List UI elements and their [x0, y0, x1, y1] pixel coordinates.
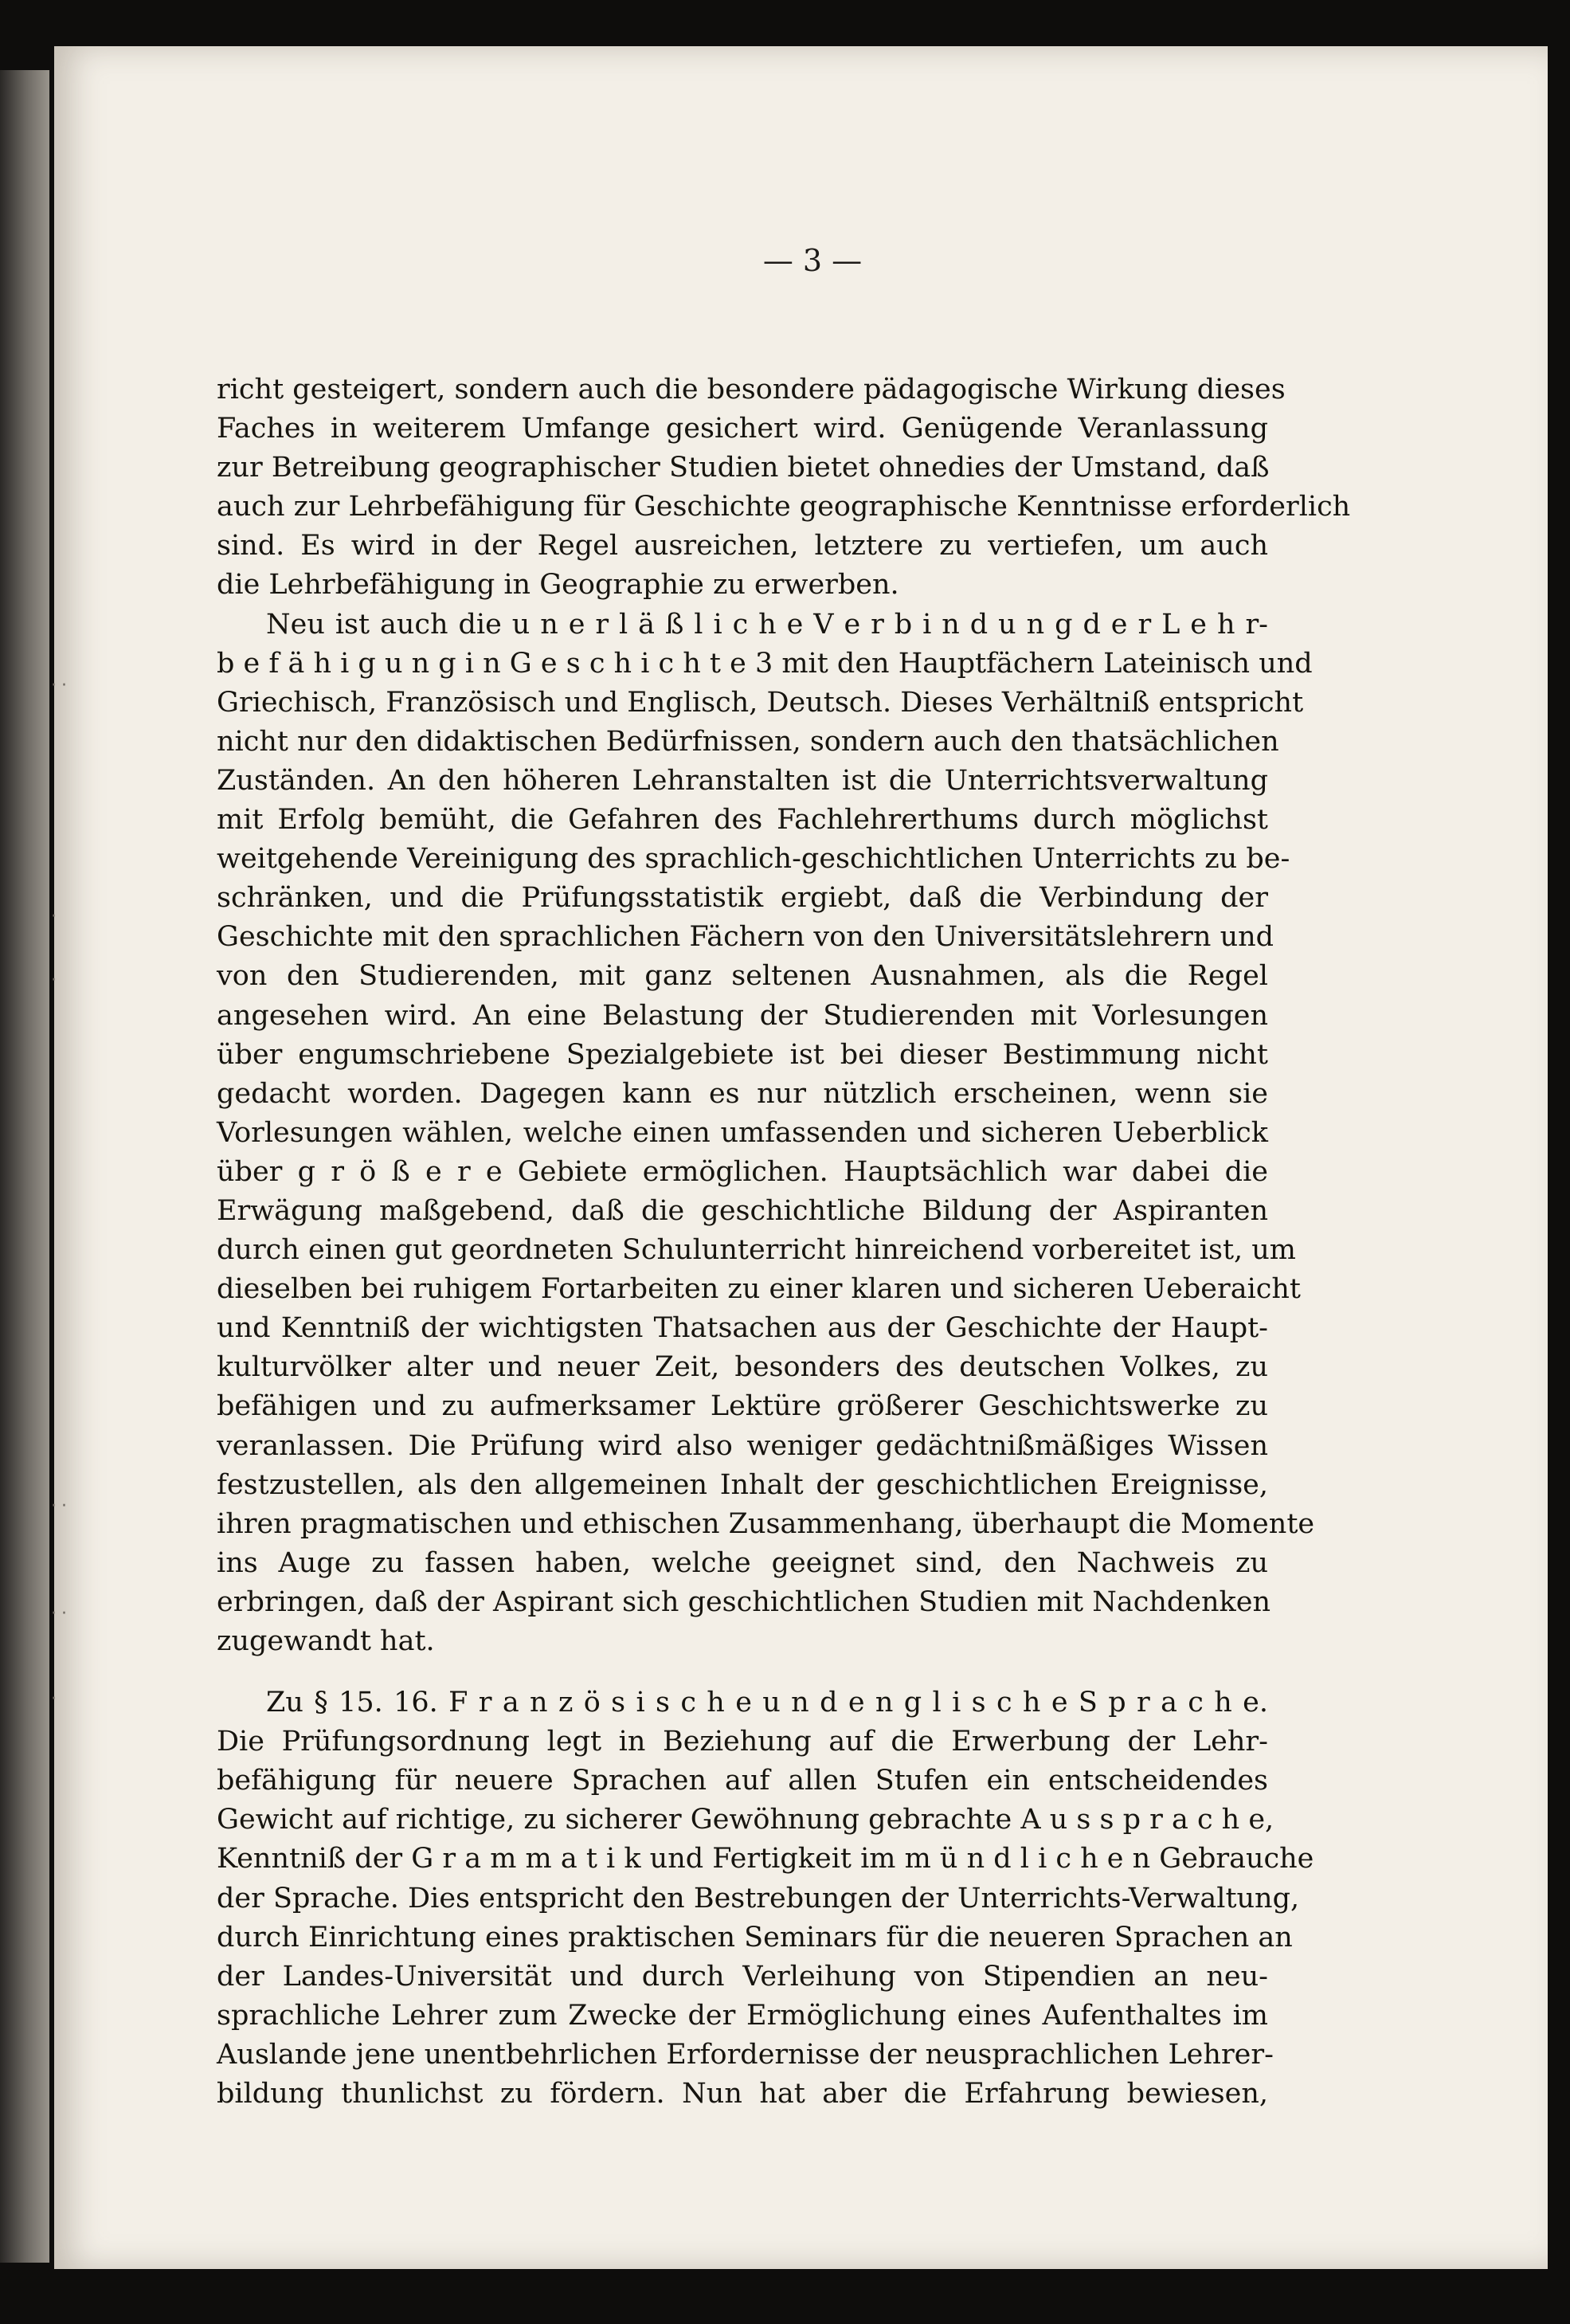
body-text — [217, 370, 1351, 2114]
text-line: und Kenntniß der wichtigsten Thatsachen aus der Geschichte der Haupt- — [217, 1312, 1268, 1345]
text-line: Neu ist auch die u n e r l ä ß l i c h e V e r b i n d u n g d e r L e h r- — [266, 608, 1268, 641]
paragraph-2 — [217, 605, 1315, 1662]
text-line: festzustellen, als den allgemeinen Inhalt der geschichtlichen Ereignisse, — [217, 1468, 1268, 1501]
paragraph-gap — [217, 1661, 1268, 1683]
text-line: die Lehrbefähigung in Geographie zu erwerben. — [217, 569, 899, 602]
text-line: Erwägung maßgebend, daß die geschichtliche Bildung der Aspiranten — [217, 1194, 1268, 1227]
text-line: sprachliche Lehrer zum Zwecke der Ermöglichung eines Aufenthaltes im — [217, 1999, 1268, 2032]
text-line: durch einen gut geordneten Schulunterricht hinreichend vorbereitet ist, um — [217, 1234, 1296, 1267]
text-line: von den Studierenden, mit ganz seltenen Ausnahmen, als die Regel — [217, 960, 1268, 993]
text-line: Zuständen. An den höheren Lehranstalten ist die Unterrichtsverwaltung — [217, 764, 1268, 797]
paragraph-3 — [217, 1683, 1314, 2114]
text-line: ihren pragmatischen und ethischen Zusammenhang, überhaupt die Momente — [217, 1507, 1315, 1540]
gutter-dot-mark: · — [51, 970, 61, 990]
text-line: nicht nur den didaktischen Bedürfnissen, sondern auch den thatsächlichen — [217, 725, 1279, 758]
text-line: bildung thunlichst zu fördern. Nun hat aber die Erfahrung bewiesen, — [217, 2078, 1268, 2110]
gutter-dot-mark: · — [51, 1689, 61, 1709]
text-line: Faches in weiterem Umfange gesichert wird. Genügende Veranlassung — [217, 413, 1268, 445]
text-line: kulturvölker alter und neuer Zeit, besonders des deutschen Volkes, zu — [217, 1351, 1268, 1384]
text-line: Kenntniß der G r a m m a t i k und Fertigkeit im m ü n d l i c h e n Gebrauche — [217, 1843, 1314, 1875]
text-line: gedacht worden. Dagegen kann es nur nützlich erscheinen, wenn sie — [217, 1077, 1268, 1110]
text-line: auch zur Lehrbefähigung für Geschichte geographische Kenntnisse erforderlich — [217, 491, 1351, 523]
text-line: über engumschriebene Spezialgebiete ist bei dieser Bestimmung nicht — [217, 1038, 1268, 1071]
text-line: befähigen und zu aufmerksamer Lektüre größerer Geschichtswerke zu — [217, 1390, 1268, 1423]
page-number: — 3 — — [762, 243, 863, 278]
gutter-dot-mark: ·· — [51, 676, 72, 696]
text-line: der Sprache. Dies entspricht den Bestrebungen der Unterrichts-Verwaltung, — [217, 1882, 1300, 1914]
text-line: weitgehende Vereinigung des sprachlich-geschichtlichen Unterrichts zu be- — [217, 843, 1290, 876]
text-line: mit Erfolg bemüht, die Gefahren des Fachlehrerthums durch möglichst — [217, 804, 1268, 837]
text-line: ins Auge zu fassen haben, welche geeignet sind, den Nachweis zu — [217, 1546, 1268, 1579]
section-heading-line: Zu § 15. 16. F r a n z ö s i s c h e u n d e n g l i s c h e S p r a c h e. — [266, 1687, 1268, 1719]
text-line: befähigung für neuere Sprachen auf allen Stufen ein entscheidendes — [217, 1765, 1268, 1797]
text-line: erbringen, daß der Aspirant sich geschichtlichen Studien mit Nachdenken — [217, 1585, 1270, 1618]
text-line: schränken, und die Prüfungsstatistik ergiebt, daß die Verbindung der — [217, 882, 1268, 915]
text-line: über g r ö ß e r e Gebiete ermöglichen. Hauptsächlich war dabei die — [217, 1155, 1268, 1188]
text-line: zur Betreibung geographischer Studien bietet ohnedies der Umstand, daß — [217, 452, 1270, 484]
gutter-dot-mark: · — [51, 907, 61, 927]
text-line: Griechisch, Französisch und Englisch, Deutsch. Dieses Verhältniß entspricht — [217, 686, 1304, 719]
text-line: Gewicht auf richtige, zu sicherer Gewöhnung gebrachte A u s s p r a c h e, — [217, 1804, 1274, 1836]
text-line: zugewandt hat. — [217, 1625, 435, 1657]
text-line: Geschichte mit den sprachlichen Fächern von den Universitätslehrern und — [217, 921, 1274, 954]
gutter-dot-mark: ·· — [51, 1496, 72, 1516]
text-line: Auslande jene unentbehrlichen Erfordernisse der neusprachlichen Lehrer- — [217, 2038, 1274, 2071]
text-line: b e f ä h i g u n g i n G e s c h i c h t e 3 mit den Hauptfächern Lateinisch und — [217, 647, 1313, 680]
text-line: Die Prüfungsordnung legt in Beziehung auf die Erwerbung der Lehr- — [217, 1726, 1268, 1758]
text-line: Vorlesungen wählen, welche einen umfassenden und sicheren Ueberblick — [217, 1116, 1268, 1149]
text-line: der Landes-Universität und durch Verleihung von Stipendien an neu- — [217, 1960, 1268, 1993]
text-line: sind. Es wird in der Regel ausreichen, letztere zu vertiefen, um auch — [217, 530, 1268, 562]
gutter-dot-mark: ·· — [51, 1604, 72, 1624]
text-line: angesehen wird. An eine Belastung der Studierenden mit Vorlesungen — [217, 999, 1268, 1032]
text-line: dieselben bei ruhigem Fortarbeiten zu einer klaren und sicheren Ueberaicht — [217, 1273, 1302, 1306]
text-line: durch Einrichtung eines praktischen Seminars für die neueren Sprachen an — [217, 1921, 1293, 1954]
text-line: veranlassen. Die Prüfung wird also weniger gedächtnißmäßiges Wissen — [217, 1429, 1268, 1462]
previous-page-edge — [0, 70, 49, 2263]
text-line: richt gesteigert, sondern auch die besondere pädagogische Wirkung dieses — [217, 374, 1286, 406]
paragraph-1 — [217, 370, 1351, 605]
